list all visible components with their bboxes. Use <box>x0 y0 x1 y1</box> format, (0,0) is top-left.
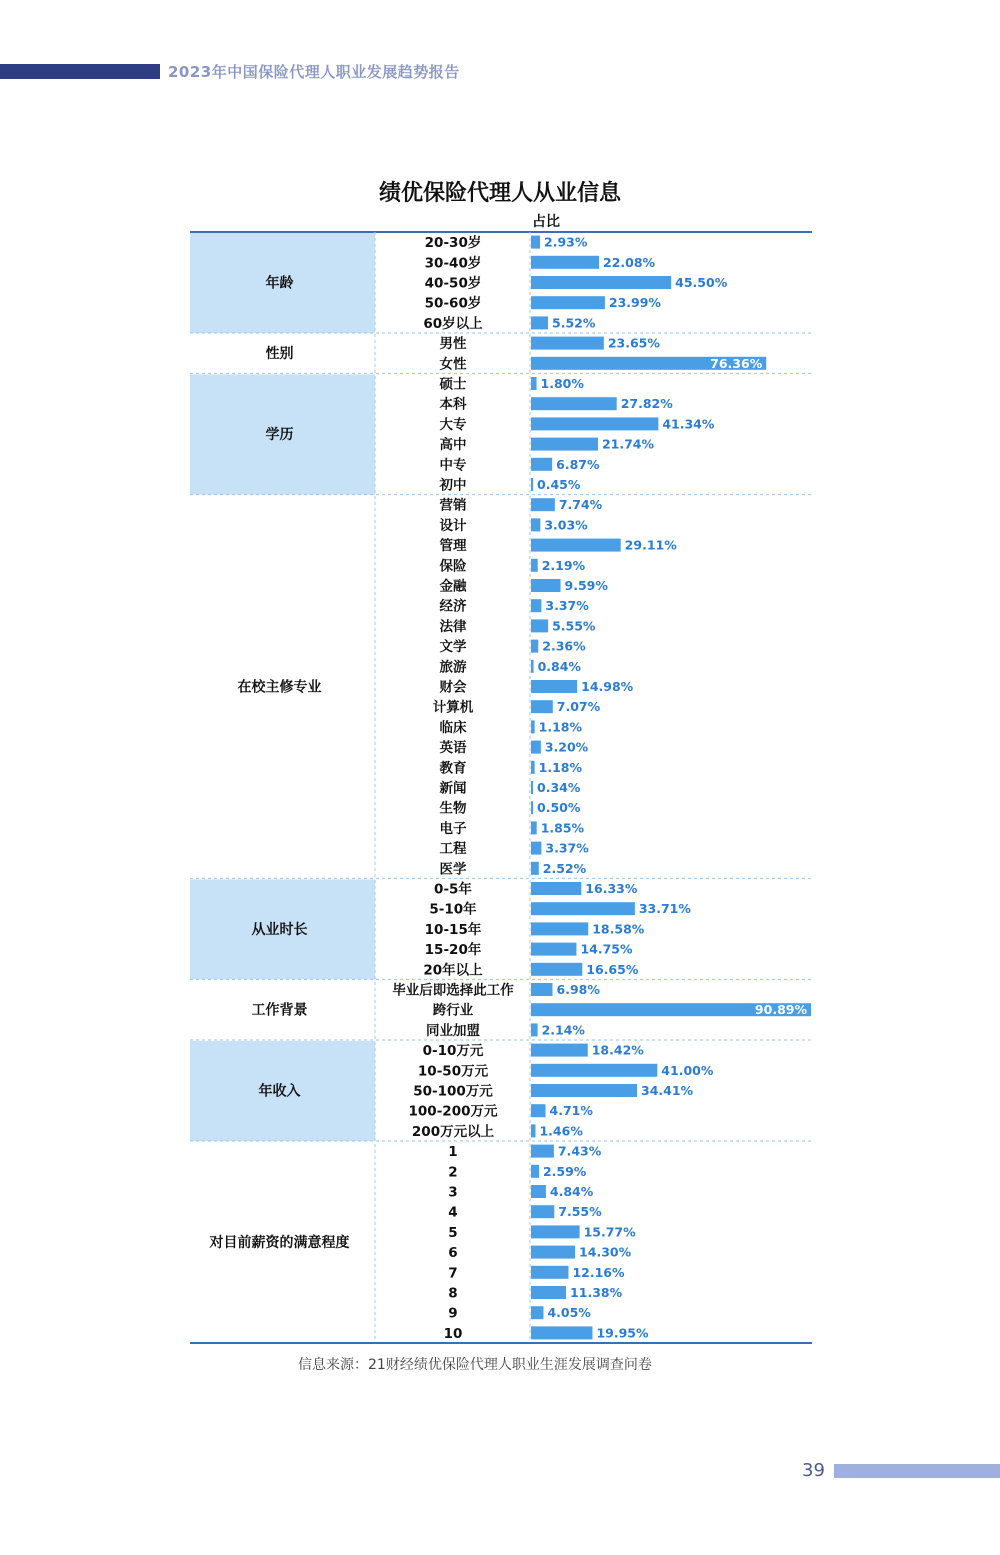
data-label: 34.41% <box>641 1083 694 1098</box>
category-label: 高中 <box>439 437 467 454</box>
bar <box>531 276 671 289</box>
value-column-header: 占比 <box>532 214 560 230</box>
bar <box>531 862 539 875</box>
category-label: 初中 <box>439 477 467 494</box>
bar <box>531 842 541 855</box>
category-label: 女性 <box>439 356 467 373</box>
category-label: 7 <box>448 1265 458 1282</box>
category-label: 同业加盟 <box>426 1022 480 1039</box>
category-label: 硕士 <box>439 376 467 393</box>
category-label: 3 <box>448 1184 458 1201</box>
bar <box>531 539 621 552</box>
data-label: 41.34% <box>662 416 715 432</box>
category-label: 20年以上 <box>423 962 483 979</box>
data-label: 11.38% <box>570 1285 623 1300</box>
category-label: 5 <box>448 1224 458 1241</box>
data-label: 5.52% <box>552 315 596 331</box>
category-label: 新闻 <box>439 780 467 797</box>
data-label: 45.50% <box>675 275 728 290</box>
footer-accent-bar <box>834 1464 1000 1478</box>
bar <box>531 680 577 693</box>
data-label: 1.18% <box>538 719 583 735</box>
bar <box>531 478 533 491</box>
bar <box>531 559 538 572</box>
bar <box>531 1044 588 1057</box>
bar <box>531 458 552 471</box>
data-label: 19.95% <box>596 1325 649 1341</box>
data-label: 16.65% <box>586 961 639 977</box>
group-label: 在校主修专业 <box>237 679 322 696</box>
group-label: 工作背景 <box>251 1002 308 1019</box>
category-label: 本科 <box>439 396 467 413</box>
bar <box>531 1165 539 1178</box>
data-label: 21.74% <box>601 436 655 452</box>
category-label: 经济 <box>439 598 467 615</box>
bar <box>531 1205 554 1218</box>
data-label: 15.77% <box>583 1224 636 1240</box>
category-label: 10-50万元 <box>417 1063 489 1080</box>
bar <box>531 801 533 814</box>
data-label: 0.84% <box>537 658 581 674</box>
bar <box>531 761 535 774</box>
data-label: 1.85% <box>540 820 585 836</box>
category-label: 30-40岁 <box>424 255 482 272</box>
category-label: 100-200万元 <box>408 1103 498 1120</box>
data-label: 90.89% <box>754 1002 807 1018</box>
bar <box>531 741 541 754</box>
data-label: 22.08% <box>603 254 656 270</box>
category-label: 5-10年 <box>429 901 477 918</box>
data-label: 14.98% <box>581 679 634 694</box>
bar <box>531 1306 543 1319</box>
category-label: 毕业后即选择此工作 <box>392 982 514 999</box>
category-label: 电子 <box>439 820 467 837</box>
bar <box>531 700 553 713</box>
category-label: 金融 <box>439 578 467 595</box>
data-label: 27.82% <box>620 396 673 412</box>
category-label: 计算机 <box>432 699 474 716</box>
bar <box>531 1266 568 1279</box>
category-label: 4 <box>448 1204 458 1221</box>
data-label: 5.55% <box>552 618 596 634</box>
bar <box>531 1124 535 1137</box>
source-note: 信息来源：21财经绩优保险代理人职业生涯发展调查问卷 <box>298 1357 652 1373</box>
bar <box>531 660 534 673</box>
category-label: 200万元以上 <box>411 1123 495 1140</box>
bar <box>531 316 548 329</box>
category-label: 10-15年 <box>424 921 482 938</box>
category-label: 营销 <box>439 497 467 514</box>
group-label: 年收入 <box>258 1083 301 1100</box>
category-label: 工程 <box>439 841 467 858</box>
category-label: 60岁以上 <box>423 315 483 332</box>
data-label: 4.71% <box>549 1103 593 1119</box>
bar <box>531 1023 538 1036</box>
data-label: 76.36% <box>710 355 763 371</box>
category-label: 财会 <box>439 679 467 696</box>
data-label: 33.71% <box>638 901 691 917</box>
data-label: 2.52% <box>542 860 587 876</box>
data-label: 7.55% <box>558 1204 602 1220</box>
category-label: 男性 <box>439 336 467 353</box>
data-label: 2.36% <box>542 638 586 654</box>
bar <box>531 1185 546 1198</box>
bar <box>531 640 538 653</box>
bar <box>531 902 635 915</box>
data-label: 3.37% <box>545 840 589 856</box>
bar <box>531 1246 575 1259</box>
category-label: 旅游 <box>439 659 467 676</box>
category-label: 跨行业 <box>432 1002 474 1019</box>
data-label: 0.45% <box>537 477 581 492</box>
data-label: 14.75% <box>580 941 633 957</box>
data-label: 7.74% <box>558 497 603 513</box>
category-label: 法律 <box>439 618 467 635</box>
bar <box>531 781 533 794</box>
category-label: 2 <box>448 1164 458 1181</box>
bar <box>531 296 605 309</box>
data-label: 1.18% <box>538 759 583 775</box>
data-label: 1.46% <box>539 1123 583 1139</box>
category-label: 临床 <box>439 719 467 736</box>
bar <box>531 720 535 733</box>
bar <box>531 377 537 390</box>
bar <box>531 1145 554 1158</box>
bar <box>531 619 548 632</box>
group-label: 性别 <box>265 346 294 363</box>
data-label: 2.14% <box>541 1022 585 1038</box>
category-label: 1 <box>448 1144 458 1161</box>
category-label: 50-100万元 <box>413 1083 493 1100</box>
bar <box>531 1326 592 1339</box>
bar <box>531 337 604 350</box>
bar <box>531 518 540 531</box>
category-label: 0-5年 <box>434 881 472 898</box>
data-label: 41.00% <box>661 1062 714 1078</box>
data-label: 7.07% <box>556 699 601 715</box>
category-label: 0-10万元 <box>422 1043 484 1060</box>
data-label: 3.20% <box>544 739 589 755</box>
bar <box>531 1104 546 1117</box>
data-label: 0.50% <box>537 800 581 816</box>
data-label: 12.16% <box>572 1264 625 1280</box>
group-label: 对目前薪资的满意程度 <box>209 1235 350 1251</box>
bar <box>531 983 553 996</box>
data-label: 2.93% <box>544 234 588 250</box>
category-label: 文学 <box>439 639 467 656</box>
category-label: 教育 <box>439 760 467 777</box>
data-label: 7.43% <box>557 1143 602 1159</box>
data-label: 4.84% <box>549 1184 594 1199</box>
category-label: 15-20年 <box>424 942 482 959</box>
data-label: 2.59% <box>542 1163 587 1179</box>
bar <box>531 498 555 511</box>
data-label: 3.03% <box>544 517 588 533</box>
data-label: 3.37% <box>545 598 589 614</box>
data-label: 29.11% <box>624 537 677 553</box>
data-label: 18.42% <box>591 1042 644 1058</box>
bar <box>531 438 598 451</box>
category-label: 医学 <box>439 861 467 878</box>
data-label: 6.87% <box>556 456 600 472</box>
category-label: 9 <box>448 1305 458 1322</box>
bar <box>531 599 541 612</box>
category-label: 20-30岁 <box>424 235 482 252</box>
category-label: 40-50岁 <box>424 275 482 292</box>
bar <box>531 256 599 269</box>
group-label: 学历 <box>265 427 294 443</box>
category-label: 设计 <box>439 517 467 534</box>
data-label: 14.30% <box>579 1244 632 1260</box>
bar <box>531 821 537 834</box>
bar <box>531 1064 657 1077</box>
data-label: 23.99% <box>608 295 661 311</box>
data-label: 9.59% <box>564 578 608 593</box>
category-label: 10 <box>443 1325 463 1342</box>
page-number: 39 <box>802 1460 825 1481</box>
data-label: 2.19% <box>541 557 586 573</box>
category-label: 大专 <box>439 416 467 433</box>
data-label: 16.33% <box>585 881 638 896</box>
chart-title: 绩优保险代理人从业信息 <box>378 181 621 206</box>
report-title: 2023年中国保险代理人职业发展趋势报告 <box>168 63 460 81</box>
bar <box>531 579 561 592</box>
data-label: 1.80% <box>540 376 584 391</box>
category-label: 管理 <box>439 538 467 555</box>
group-label: 从业时长 <box>251 921 308 938</box>
category-label: 6 <box>448 1245 458 1262</box>
bar <box>531 963 582 976</box>
bar <box>531 236 540 249</box>
category-label: 中专 <box>439 457 467 474</box>
bar <box>531 397 617 410</box>
data-label: 4.05% <box>547 1305 591 1321</box>
bar <box>531 922 588 935</box>
bar <box>531 1286 566 1299</box>
category-label: 8 <box>448 1285 458 1302</box>
bar <box>531 1225 580 1238</box>
category-label: 英语 <box>439 740 467 757</box>
data-label: 18.58% <box>592 921 645 937</box>
data-label: 6.98% <box>556 982 600 997</box>
category-label: 保险 <box>439 558 467 575</box>
data-label: 23.65% <box>607 335 660 351</box>
bar <box>531 417 658 430</box>
bar <box>531 882 581 895</box>
data-label: 0.34% <box>537 780 581 795</box>
bar <box>531 943 576 956</box>
category-label: 50-60岁 <box>424 295 482 312</box>
group-label: 年龄 <box>265 275 294 292</box>
category-label: 生物 <box>439 800 467 817</box>
bar <box>531 1084 637 1097</box>
